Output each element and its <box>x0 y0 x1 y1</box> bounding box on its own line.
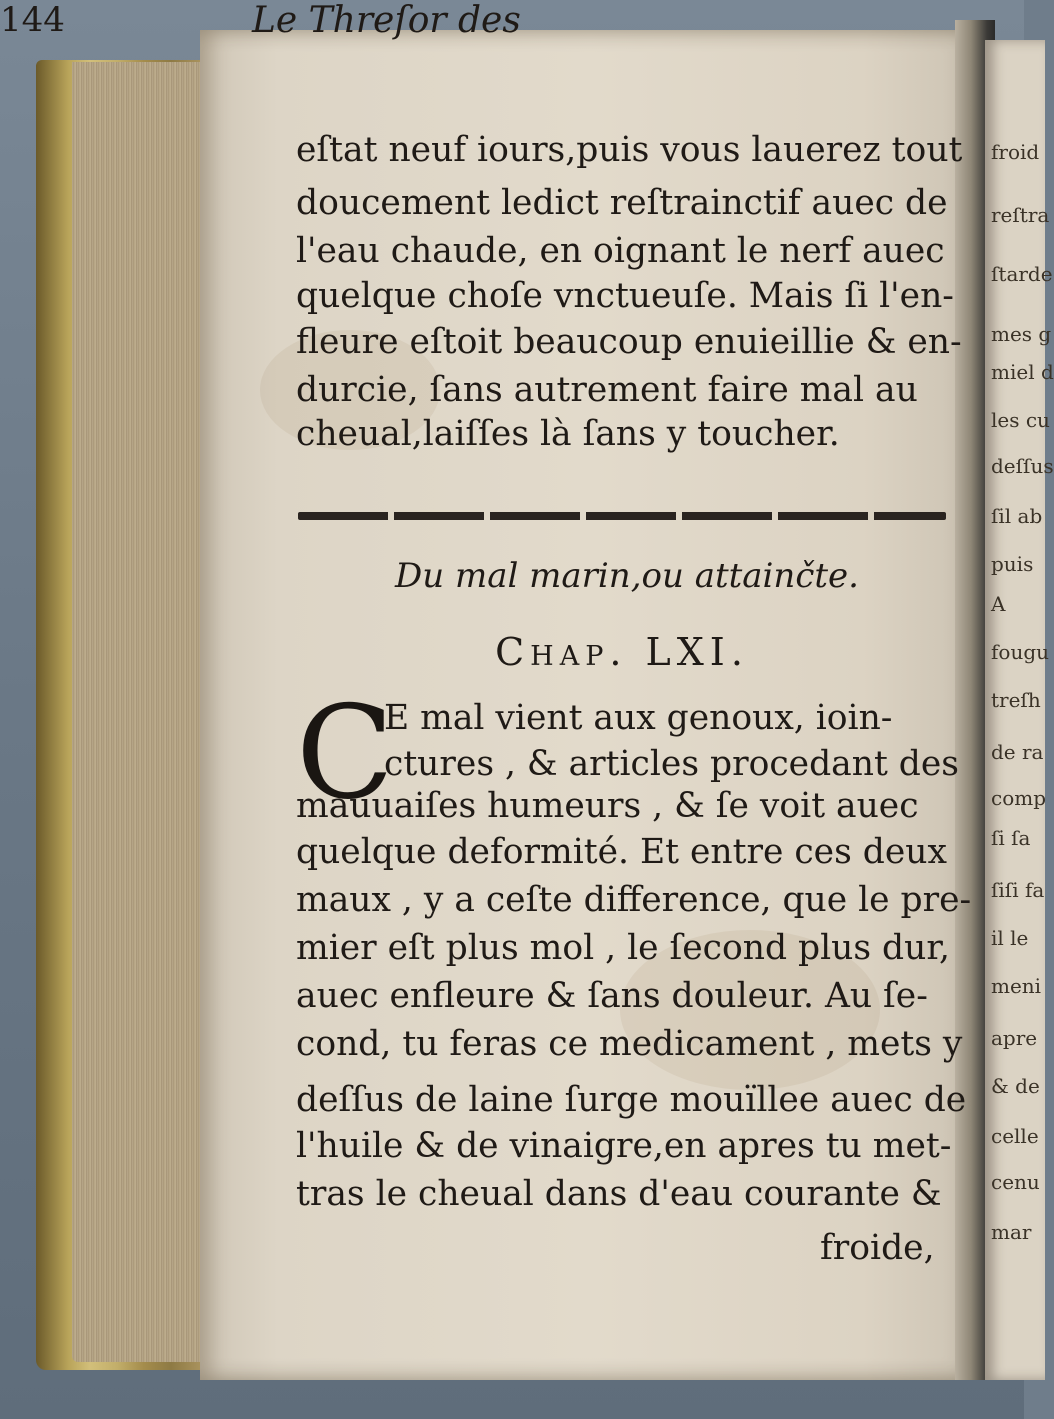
text-line: l'huile & de vinaigre,en apres tu met- <box>296 1126 952 1166</box>
page-block-edge <box>72 62 217 1362</box>
text-line: eſtat neuf iours,puis vous lauerez tout <box>296 130 963 170</box>
drop-cap: C <box>296 679 394 828</box>
text-line: mier eſt plus mol , le ſecond plus dur, <box>296 928 951 968</box>
text-line: auec enfleure & ſans douleur. Au ſe- <box>296 976 928 1016</box>
facing-page-fragment: meni <box>991 974 1042 998</box>
facing-page-fragment: mar <box>991 1220 1032 1244</box>
text-line: quelque deformité. Et entre ces deux <box>296 832 947 872</box>
facing-page-fragment: il le <box>991 926 1029 950</box>
text-line: quelque choſe vnctueuſe. Mais ſi l'en- <box>296 276 954 316</box>
page-number: 144 <box>0 0 65 40</box>
facing-page-fragment: puis <box>991 552 1034 576</box>
facing-page-fragment: A <box>991 592 1006 616</box>
facing-page-fragment: les cu <box>991 408 1050 432</box>
facing-page-fragment: ſi ſa <box>991 826 1031 850</box>
text-line: fleure eſtoit beaucoup enuieillie & en- <box>296 322 962 362</box>
chapter-subtitle: Du mal marin,ou attainčte. <box>395 556 859 596</box>
facing-page-fragment: froid <box>991 140 1040 164</box>
facing-page-fragment: mes g <box>991 322 1052 346</box>
facing-page-fragment: deſſus <box>991 454 1054 478</box>
facing-page-fragment: ſtarde <box>991 262 1053 286</box>
text-line: doucement ledict reſtrainctif auec de <box>296 183 948 223</box>
text-line: deſſus de laine ſurge mouïllee auec de <box>296 1080 967 1120</box>
facing-page-fragment: ſil ab <box>991 504 1043 528</box>
facing-page-fragment: miel d <box>991 360 1054 384</box>
facing-page-fragment: apre <box>991 1026 1038 1050</box>
facing-page-fragment: fougu <box>991 640 1050 664</box>
text-line: durcie, ſans autrement faire mal au <box>296 370 918 410</box>
facing-page-fragment: comp <box>991 786 1047 810</box>
ornamental-rule <box>298 512 946 520</box>
text-line: l'eau chaude, en oignant le nerf auec <box>296 231 945 271</box>
text-line: E mal vient aux genoux, ioin- <box>384 698 893 738</box>
facing-page-fragment: cenu <box>991 1170 1040 1194</box>
text-line: cheual,laiſſes là ſans y toucher. <box>296 414 840 454</box>
text-line: maux , y a ceſte difference, que le pre- <box>296 880 972 920</box>
facing-page-edge <box>985 40 1054 1380</box>
facing-page-fragment: treſh <box>991 688 1041 712</box>
chapter-heading: Chap. LXI. <box>495 630 749 674</box>
facing-page-fragment: & de <box>991 1074 1040 1098</box>
facing-page-fragment: ſiſi fa <box>991 878 1045 902</box>
facing-page-fragment: celle <box>991 1124 1039 1148</box>
text-line: ctures , & articles procedant des <box>384 744 959 784</box>
catchword: froide, <box>820 1228 935 1268</box>
text-line: mauuaiſes humeurs , & ſe voit auec <box>296 786 919 826</box>
facing-page-fragment: reſtra <box>991 203 1050 227</box>
running-title: Le Threſor des <box>252 0 521 41</box>
text-line: tras le cheual dans d'eau courante & <box>296 1174 942 1214</box>
facing-page-fragment: de ra <box>991 740 1044 764</box>
text-line: cond, tu feras ce medicament , mets y <box>296 1024 963 1064</box>
